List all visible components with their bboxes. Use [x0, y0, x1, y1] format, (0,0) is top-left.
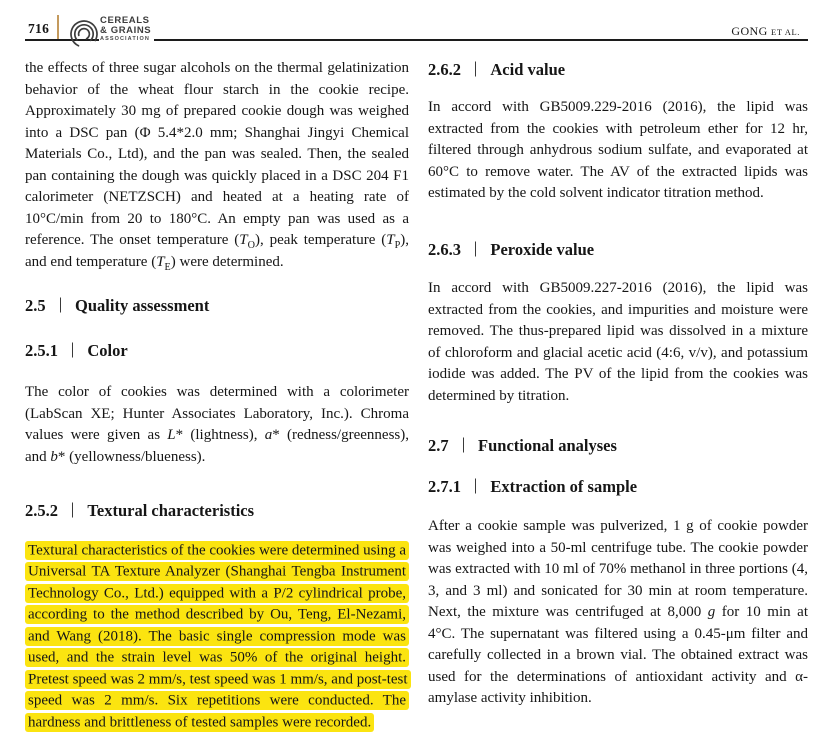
logo-line-3: ASSOCIATION: [100, 36, 150, 42]
paragraph-extraction-method: After a cookie sample was pulverized, 1 g of cookie powder was weighed into a 50-ml centrifuge tube. The cookie powder was extracted with 10 ml of 70% methanol in three portions (4, 3, and 3 ml) and sonicated for 30 min at room temperature. Next, the mixture was centrifuged at 8,000 g for 10 min at 4°C. The supernatant was filtered using a 0.45-μm filter and carefully collected in a brown vial. The obtained extract was used for the determinations of antioxidant activity and α-amylase activity inhibition.: [428, 518, 808, 706]
section-number: 2.6.2: [428, 60, 461, 79]
section-title: Extraction of sample: [490, 477, 638, 496]
page-number: 716: [28, 21, 50, 36]
section-title: Textural characteristics: [87, 501, 255, 520]
logo-line-1: CEREALS: [100, 15, 150, 26]
running-head-author: GONG: [731, 24, 768, 38]
heading-separator: [60, 298, 61, 313]
paragraph-peroxide-method: In accord with GB5009.227-2016 (2016), the lipid was extracted from the cookies, and impurities and moisture were removed. The thus-prepared lipid was dissolved in a mixture of chloroform and glacial acetic acid (4:6, v/v), and potassium iodide was added. The PV of the lipid from the cookies was determined by titration.: [428, 280, 808, 404]
paragraph-dsc-method: the effects of three sugar alcohols on the thermal gelatinization behavior of the wheat flour starch in the cookie recipe. Approximately 30 mg of prepared cookie dough was weighed into a DSC pan (Φ 5.4*2.0 mm; Shanghai Jingyi Chemical Materials Co., Ltd), and the pan was sealed. Then, the sealed pan containing the dough was quickly placed in a DSC 204 F1 calorimeter (NETZSCH) and heated at a heating rate of 10°C/min from 20 to 180°C. An empty pan was used as a reference. The onset temperature $(T_O)$, peak temperature $(T_P)$, and end temperature $(T_E)$ were determined.: [25, 60, 409, 273]
heading-separator: [463, 438, 464, 453]
section-number: 2.5.1: [25, 341, 58, 360]
highlighted-text: Textural characteristics of the cookies were determined using a Universal TA Texture Analyzer (Shanghai Tengba Instrument Technology Co., Ltd.) equipped with a P/2 cylindrical probe, according to the method described by Ou, Teng, El-Nezami, and Wang (2018). The basic single compression mode was used, and the strain level was 50% of the original height. Pretest speed was 2 mm/s, test speed was 1 mm/s, and post-test speed was 2 mm/s. Six repetitions were conducted. The hardness and brittleness of tested samples were recorded.: [25, 541, 411, 732]
heading-functional-analyses: [428, 436, 808, 456]
heading-peroxide-value: [428, 240, 808, 260]
paragraph-acid-method: In accord with GB5009.229-2016 (2016), the lipid was extracted from the cookies with petroleum ether for 12 hr, filtered through anhydrous sodium sulfate, and evaporated at 60°C to remove water. The AV of the extracted lipids was estimated by the cold solvent indicator titration method.: [428, 99, 808, 201]
heading-separator: [72, 503, 73, 518]
heading-acid-value: [428, 60, 808, 80]
heading-extraction-of-sample: [428, 477, 808, 497]
section-title: Functional analyses: [478, 436, 617, 455]
heading-textural-characteristics: [25, 501, 409, 521]
section-title: Color: [87, 341, 128, 360]
section-number: 2.7.1: [428, 477, 461, 496]
heading-separator: [475, 479, 476, 494]
right-column: [428, 0, 808, 737]
left-column: [25, 0, 409, 737]
section-number: 2.5.2: [25, 501, 58, 520]
section-title: Quality assessment: [75, 296, 210, 315]
heading-color: [25, 341, 409, 361]
section-title: Acid value: [490, 60, 566, 79]
logo-line-2: & GRAINS: [100, 24, 152, 36]
section-title: Peroxide value: [490, 240, 595, 259]
running-head-etal: ET AL.: [771, 27, 800, 37]
heading-quality-assessment: [25, 296, 409, 316]
paragraph-color-method: The color of cookies was determined with a colorimeter (LabScan XE; Hunter Associates Laboratory, Inc.). Chroma values were given as L* (lightness), a* (redness/greenness), and b* (yellowness/blueness).: [25, 384, 409, 465]
section-number: 2.5: [25, 296, 46, 315]
heading-separator: [72, 343, 73, 358]
section-number: 2.7: [428, 436, 449, 455]
section-number: 2.6.3: [428, 240, 461, 259]
paragraph-textural-method: [25, 540, 409, 734]
heading-separator: [475, 62, 476, 77]
heading-separator: [475, 242, 476, 257]
